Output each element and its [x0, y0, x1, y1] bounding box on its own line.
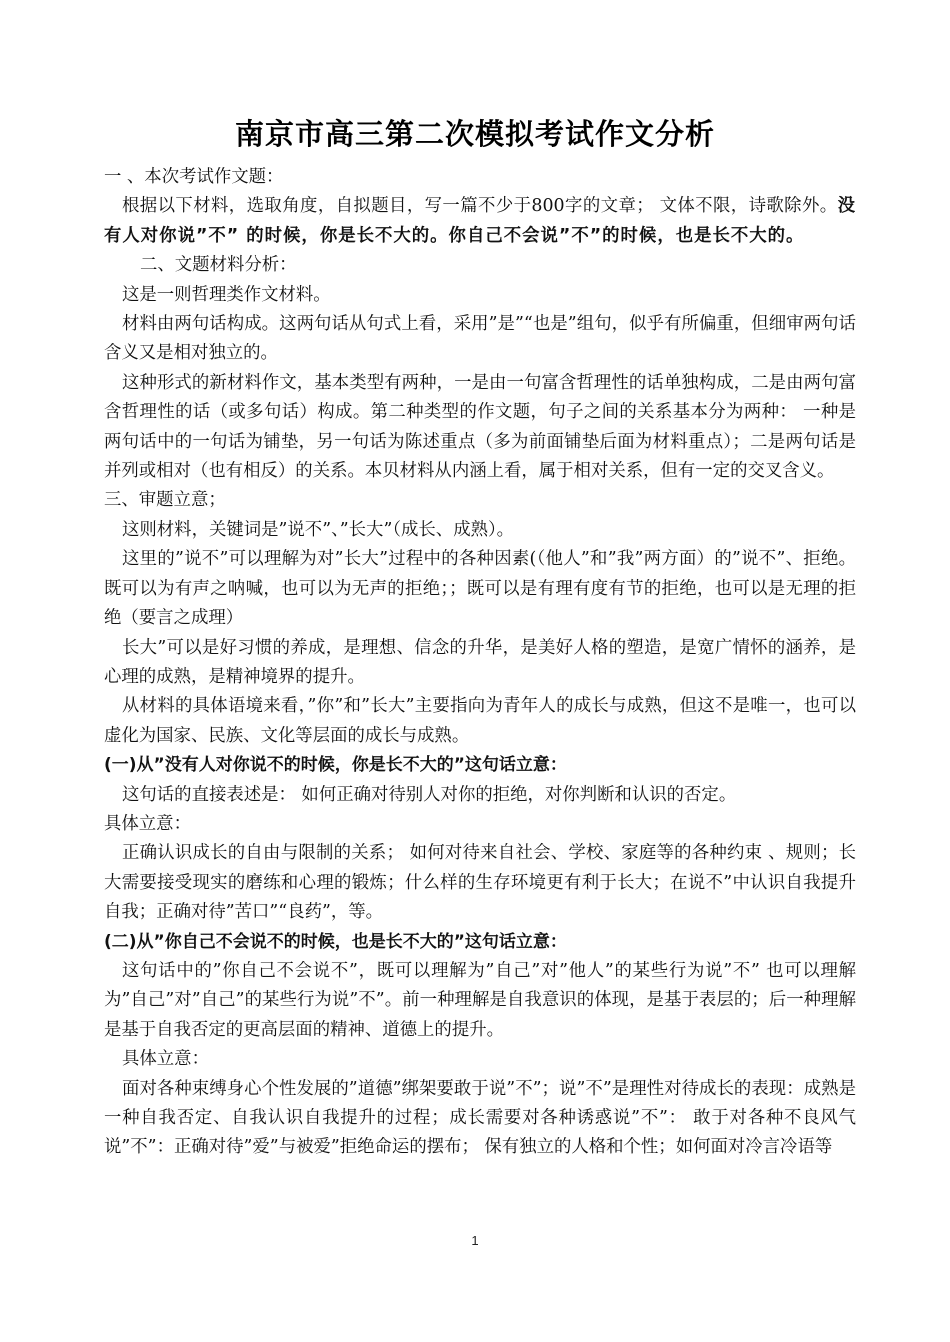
part2-heading: (二)从”你自己不会说不的时候，也是长不大的”这句话立意： [104, 931, 567, 952]
part2-specific-text: 面对各种束缚身心个性发展的”道德”绑架要敢于说”不”；说”不”是理性对待成长的表现：成熟是一种自我否定、自我认识自我提升的过程；成长需要对各种诱惑说”不”： 敢于对各种不良风气说”不”：正确对待”爱”与被爱”拒绝命运的摆布； 保有独立的人格和个性；如何面对冷言冷语等 [104, 1078, 856, 1158]
section2-paragraph: 这是一则哲理类作文材料。 [122, 284, 331, 305]
section1-heading: 一 、本次考试作文题： [104, 167, 284, 187]
part1-direct-statement: 这句话的直接表述是： 如何正确对待别人对你的拒绝，对你判断和认识的否定。 [122, 784, 737, 805]
essay-prompt-material: 没有人对你说”不” 的时候，你是长不大的。你自己不会说”不”的时候，也是长不大的。 [104, 196, 856, 246]
page-number: 1 [471, 1233, 479, 1248]
part1-heading: (一)从”没有人对你说不的时候，你是长不大的”这句话立意： [104, 755, 567, 776]
part2-specific-label: 具体立意： [122, 1049, 209, 1070]
essay-prompt [104, 192, 856, 251]
essay-prompt-text: 根据以下材料，选取角度，自拟题目，写一篇不少于800字的文章； 文体不限，诗歌除外。 [122, 196, 838, 217]
section3-paragraph: 从材料的具体语境来看，”你”和”长大”主要指向为青年人的成长与成熟，但这不是唯一，也可以虚化为国家、民族、文化等层面的成长与成熟。 [104, 696, 856, 746]
section2-paragraph: 材料由两句话构成。这两句话从句式上看，采用”是”“也是”组句，似乎有所偏重，但细审两句话含义又是相对独立的。 [104, 314, 856, 364]
section3-paragraph: 这里的”说不”可以理解为对”长大”过程中的各种因素(（他人”和”我”两方面）的”说不”、拒绝。既可以为有声之呐喊，也可以为无声的拒绝；；既可以是有理有度有节的拒绝，也可以是无理的拒绝（要言之成理） [104, 549, 856, 629]
section2-paragraph: 这种形式的新材料作文，基本类型有两种，一是由一句富含哲理性的话单独构成，二是由两句富含哲理性的话（或多句话）构成。第二种类型的作文题，句子之间的关系基本分为两种： 一种是两句话中的一句话为铺垫，另一句话为陈述重点（多为前面铺垫后面为材料重点）；二是两句话是并列或相对（也有相反）的关系。本贝材料从内涵上看，属于相对关系，但有一定的交叉含义。 [104, 372, 856, 482]
part1-specific-label: 具体立意： [104, 813, 191, 834]
section3-heading: 三、审题立意； [104, 490, 226, 511]
section2-heading: 二、文题材料分析： [140, 255, 297, 276]
part2-direct-statement: 这句话中的”你自己不会说不”，既可以理解为”自己”对”他人”的某些行为说”不” 也可以理解为”自己”对”自己”的某些行为说”不”。前一种理解是自我意识的体现，是基于表层的；后一种理解是基于自我否定的更高层面的精神、道德上的提升。 [104, 960, 856, 1040]
part1-specific-text: 正确认识成长的自由与限制的关系； 如何对待来自社会、学校、家庭等的各种约束 、规则；长大需要接受现实的磨练和心理的锻炼；什么样的生存环境更有利于长大；在说不”中认识自我提升自我；正确对待”苦口”“良药”，等。 [104, 843, 856, 923]
document-body [104, 163, 856, 1163]
page-title: 南京市高三第二次模拟考试作文分析 [234, 117, 715, 151]
section3-paragraph: 这则材料，关键词是”说不”、”长大”（成长、成熟）。 [122, 519, 515, 540]
section3-paragraph: 长大”可以是好习惯的养成，是理想、信念的升华，是美好人格的塑造，是宽广情怀的涵养，是心理的成熟，是精神境界的提升。 [104, 637, 856, 687]
